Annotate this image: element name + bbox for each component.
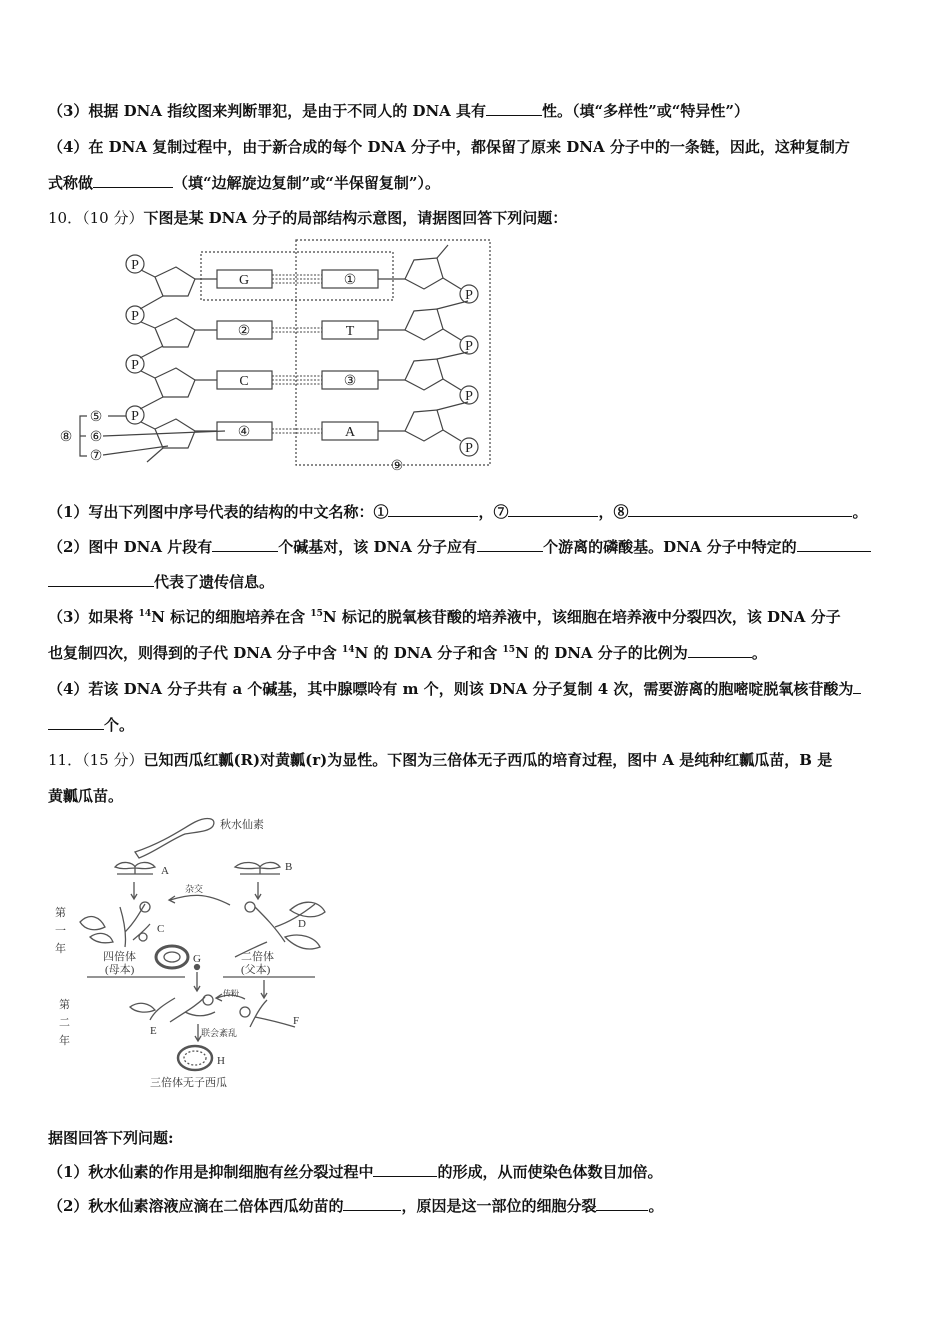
answer-blank[interactable]: [853, 679, 861, 694]
label-e: E: [150, 1025, 157, 1037]
question-number: 10．: [48, 209, 83, 227]
q10-sub2-line1: [48, 537, 871, 557]
label-b: B: [285, 861, 293, 873]
base-label: A: [344, 425, 356, 440]
phosphate-label: P: [465, 389, 473, 404]
text: （3）如果将: [48, 608, 139, 626]
text: ，原因是这一部位的细胞分裂: [401, 1197, 597, 1215]
isotope-superscript: 14: [138, 609, 152, 619]
label-diploid: 二倍体: [241, 951, 274, 963]
label-tetraploid: 四倍体: [103, 951, 136, 963]
label-year1: 年: [55, 943, 66, 955]
q9-sub3-suffix: 性。（填“多样性”或“特异性”）: [542, 102, 750, 120]
q9-sub4-line1: （4）在 DNA 复制过程中，由于新合成的每个 DNA 分子中，都保留了原来 DNA 分子中的一条链，因此，这种复制方: [48, 138, 850, 156]
label-triploid-seedless: 三倍体无子西瓜: [150, 1077, 227, 1089]
text: N 标记的脱氧核苷酸的培养液中，该细胞在培养液中分裂四次，该 DNA 分子: [322, 608, 841, 626]
text: 也复制四次，则得到的子代 DNA 分子中含: [48, 644, 343, 662]
label-d: D: [298, 918, 306, 930]
q9-sub4-text: 式称做: [48, 174, 94, 192]
label-cross: 杂交: [185, 884, 204, 894]
answer-blank[interactable]: [343, 1196, 401, 1211]
answer-blank[interactable]: [688, 643, 752, 658]
q10-sub4-line2: [48, 715, 134, 735]
q10-sub2-text: （2）图中 DNA 片段有: [48, 538, 213, 556]
question-stem: 已知西瓜红瓤(R)对黄瓤(r)为显性。下图为三倍体无子西瓜的培育过程，图中 A 是纯种红瓤瓜苗，B 是: [143, 751, 833, 769]
q10-sub2-line2: [48, 572, 274, 592]
phosphate-label: P: [465, 441, 473, 456]
label-father: (父本): [241, 964, 271, 976]
phosphate-label: P: [465, 288, 473, 303]
isotope-superscript: 14: [342, 645, 355, 655]
text: 的形成，从而使染色体数目加倍。: [437, 1163, 663, 1181]
label-c: C: [157, 923, 165, 935]
q11-sub2: [48, 1196, 663, 1216]
q10-sub1-mid1: ，⑦: [478, 503, 509, 521]
q10-sub3-line2: [48, 643, 767, 663]
q10-sub1: [48, 502, 868, 522]
label-year2: 第: [59, 999, 70, 1011]
phosphate-label: P: [465, 339, 473, 354]
q10-sub3-line1: [48, 607, 841, 627]
phosphate-label: P: [131, 409, 139, 424]
text: N 的 DNA 分子的比例为: [515, 644, 688, 662]
text: （4）若该 DNA 分子共有 a 个碱基，其中腺嘌呤有 m 个，则该 DNA 分子复制 4 次，需要游离的胞嘧啶脱氧核苷酸为: [48, 680, 854, 698]
phosphate-label: P: [131, 258, 139, 273]
q9-sub4-suffix: （填“边解旋边复制”或“半保留复制”）。: [173, 174, 441, 192]
dotted-box-nucleotide: [201, 252, 393, 300]
base-label: C: [239, 374, 249, 389]
answer-blank[interactable]: [48, 572, 154, 587]
q9-sub3-text: （3）根据 DNA 指纹图来判断罪犯，是由于不同人的 DNA 具有: [48, 102, 487, 120]
label-year1: 一: [55, 925, 66, 937]
q10-sub1-mid2: ，⑧: [598, 503, 629, 521]
question-stem: 下图是某 DNA 分子的局部结构示意图，请据图回答下列问题：: [143, 209, 568, 227]
answer-blank[interactable]: [628, 502, 852, 517]
label-g: G: [193, 953, 201, 965]
label-nine: ⑨: [390, 459, 404, 474]
answer-blank[interactable]: [212, 537, 278, 552]
phosphate-label: P: [131, 309, 139, 324]
text: 。: [648, 1197, 664, 1215]
q10-sub1-text: （1）写出下列图中序号代表的结构的中文名称：①: [48, 503, 389, 521]
question-score: （10 分）: [82, 209, 144, 227]
isotope-superscript: 15: [310, 609, 323, 619]
text: （1）秋水仙素的作用是抑制细胞有丝分裂过程中: [48, 1163, 374, 1181]
label-five: ⑤: [89, 410, 103, 425]
q10-sub2-suffix: 代表了遗传信息。: [154, 573, 275, 591]
q10-sub2-mid1: 个碱基对，该 DNA 分子应有: [278, 538, 478, 556]
label-year2: 二: [59, 1017, 70, 1029]
label-seven: ⑦: [89, 449, 103, 464]
base-label: ④: [237, 425, 251, 440]
label-six: ⑥: [89, 430, 103, 445]
base-label: ②: [237, 324, 251, 339]
answer-blank[interactable]: [477, 537, 543, 552]
q11-stem-line1: [48, 750, 832, 770]
label-pollination: 传粉: [223, 989, 239, 998]
q11-stem-line2: 黄瓤瓜苗。: [48, 787, 124, 805]
question-number: 11．: [48, 751, 83, 769]
phosphate-label: P: [131, 358, 139, 373]
question-score: （15 分）: [82, 751, 144, 769]
dna-structure-diagram: [0, 0, 950, 480]
base-label: ③: [343, 374, 357, 389]
text: N 标记的细胞培养在含: [151, 608, 311, 626]
label-h: H: [217, 1055, 225, 1067]
answer-blank[interactable]: [596, 1196, 648, 1211]
text: （2）秋水仙素溶液应滴在二倍体西瓜幼苗的: [48, 1197, 344, 1215]
isotope-superscript: 15: [502, 645, 516, 655]
q11-sub1: [48, 1162, 662, 1182]
answer-blank[interactable]: [48, 715, 104, 730]
base-label: G: [238, 273, 250, 288]
watermelon-breeding-diagram: [45, 812, 355, 1092]
base-label: T: [345, 324, 355, 339]
label-a: A: [161, 865, 169, 877]
label-mother: (母本): [105, 964, 135, 976]
q10-sub4-line1: [48, 679, 861, 699]
label-synapsis-disorder: 联会紊乱: [201, 1028, 238, 1038]
text: 个。: [104, 716, 135, 734]
base-label: ①: [343, 273, 357, 288]
label-eight: ⑧: [59, 430, 73, 445]
q10-sub1-suffix: 。: [852, 503, 868, 521]
answer-blank[interactable]: [508, 502, 598, 517]
text: 。: [751, 644, 767, 662]
label-colchicine: 秋水仙素: [220, 819, 264, 831]
text: N 的 DNA 分子和含: [354, 644, 503, 662]
answer-blank[interactable]: [797, 537, 871, 552]
q10-sub2-mid2: 个游离的磷酸基。DNA 分子中特定的: [543, 538, 797, 556]
label-year1: 第: [55, 907, 66, 919]
answer-blank[interactable]: [388, 502, 478, 517]
label-f: F: [293, 1015, 300, 1027]
q11-prompt: 据图回答下列问题:: [48, 1129, 174, 1147]
label-year2: 年: [59, 1035, 70, 1047]
answer-blank[interactable]: [373, 1162, 437, 1177]
